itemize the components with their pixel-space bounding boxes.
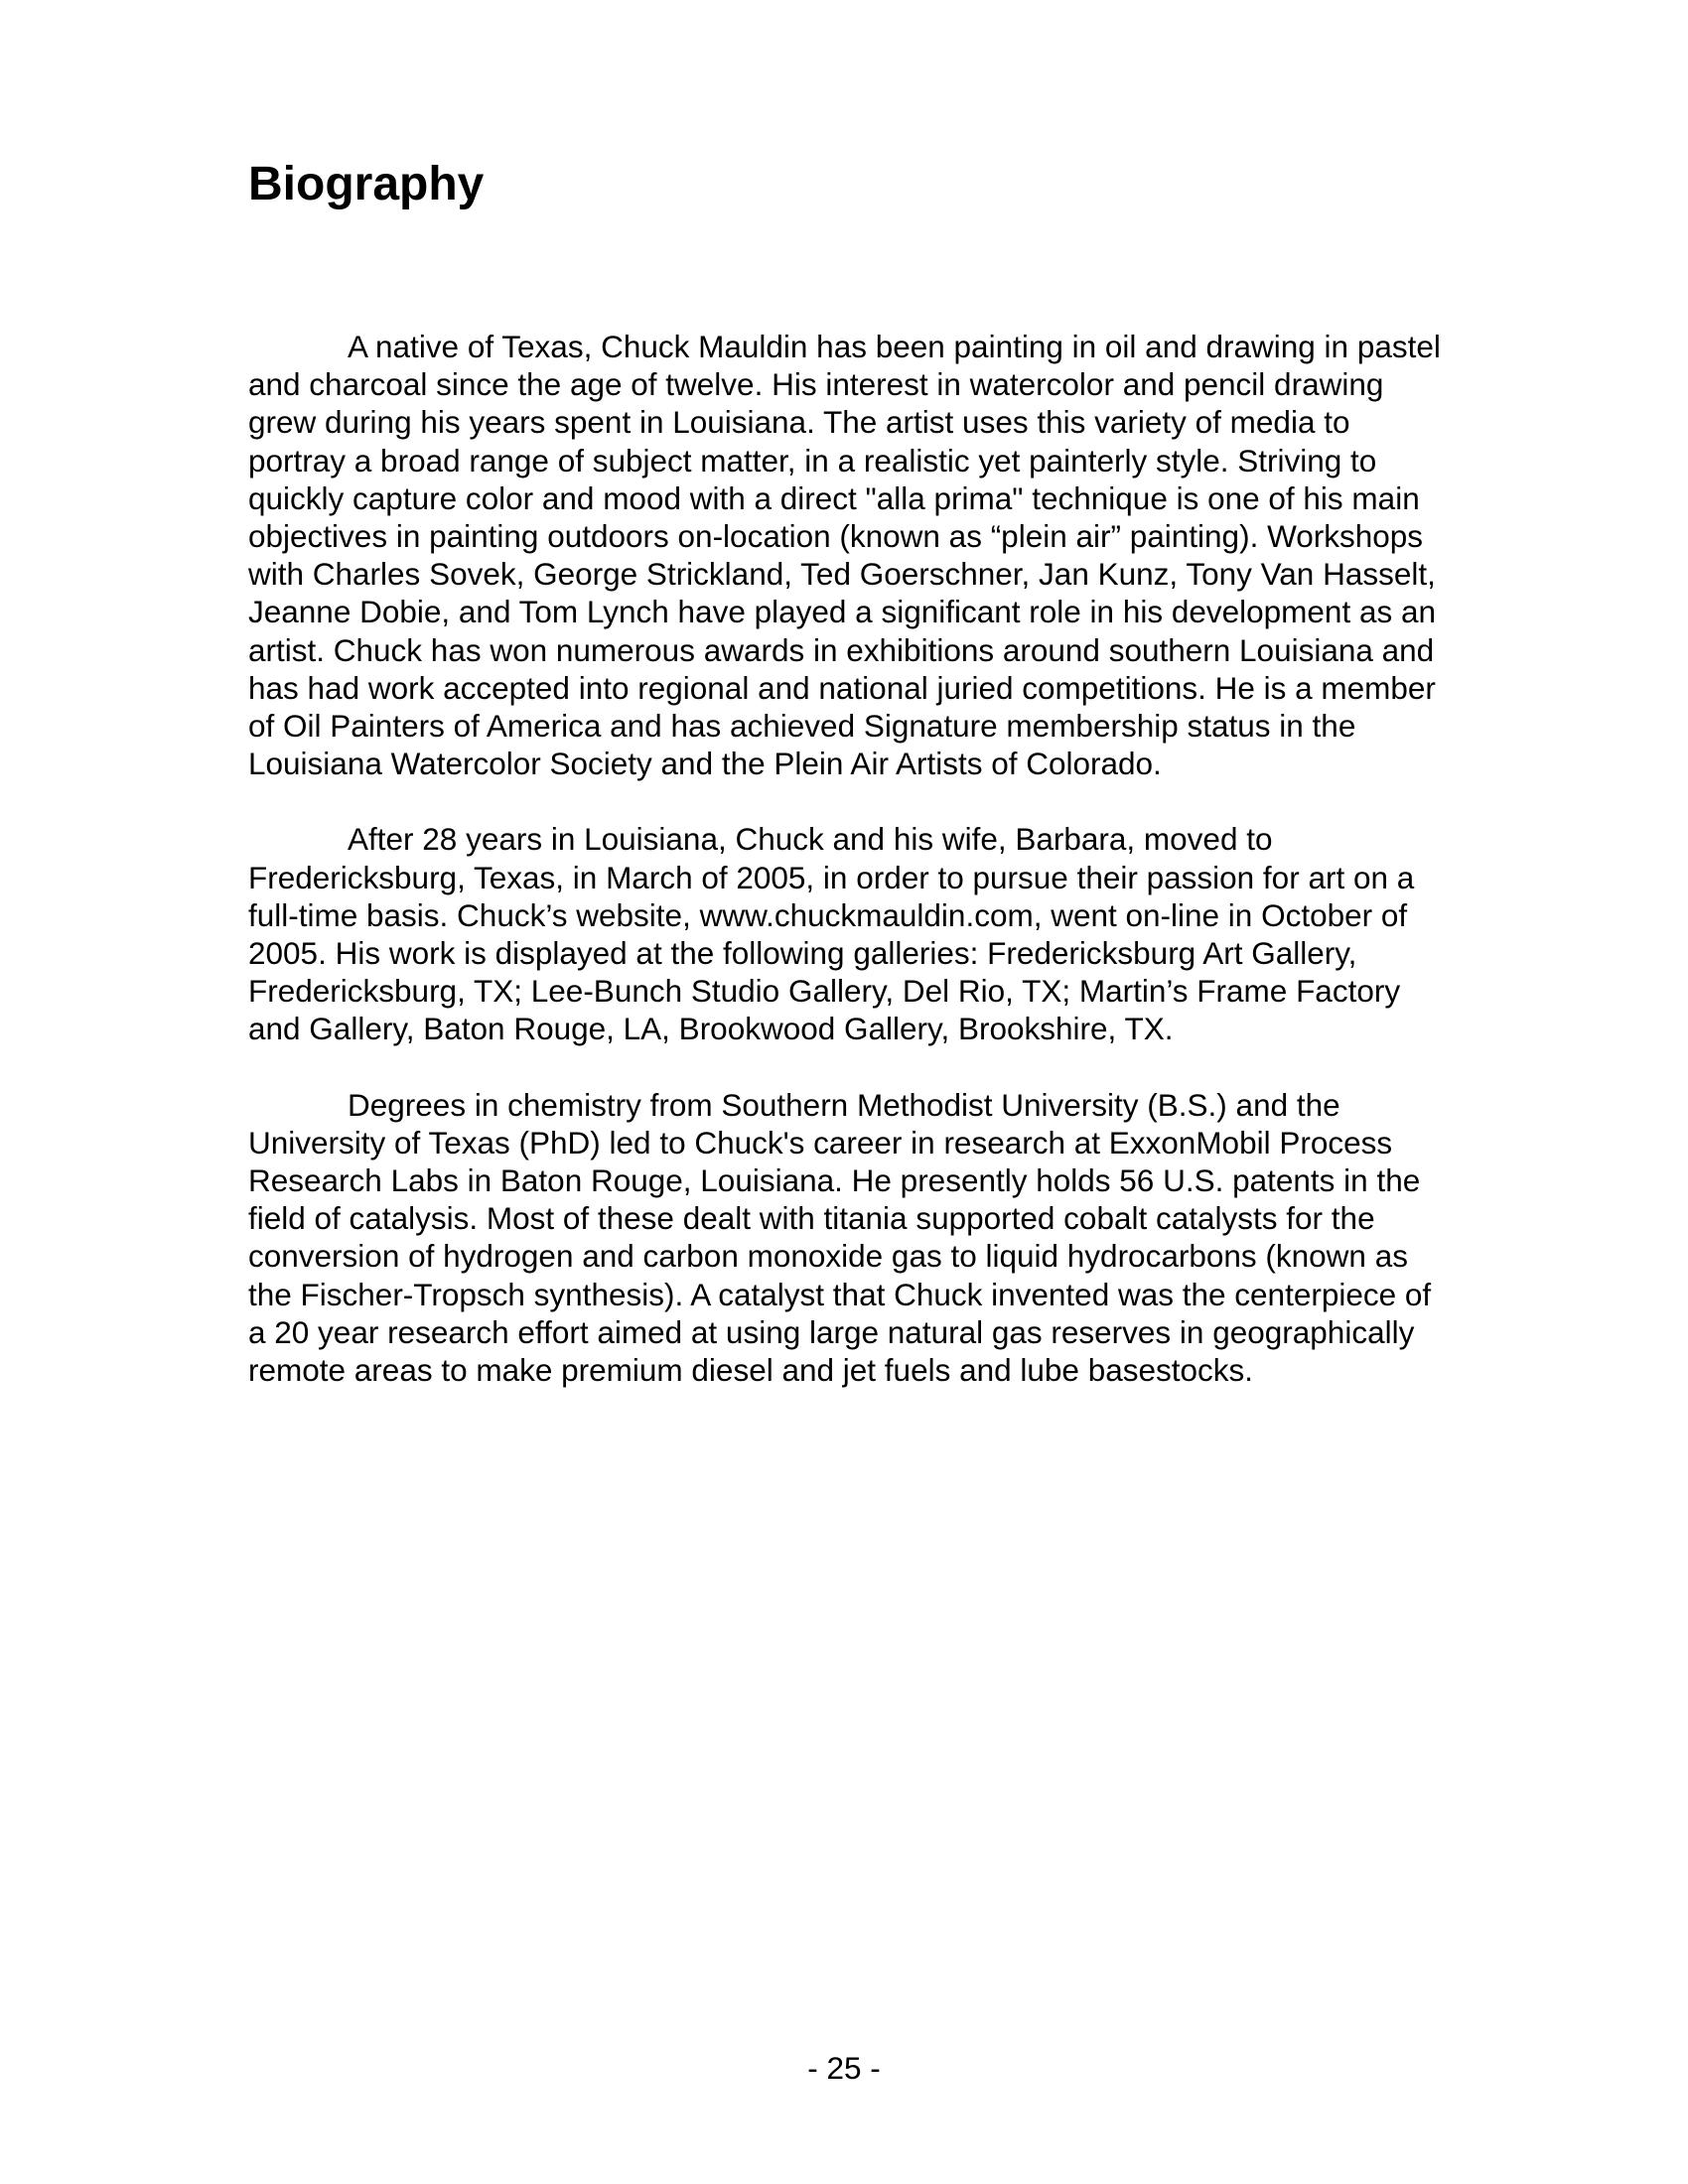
paragraph-1: A native of Texas, Chuck Mauldin has been painting in oil and drawing in pastel and charcoal since the age of twelve. His interest in watercolor and pencil drawing grew during his years spent in Louisiana. The artist uses this variety of media to portray a broad range of subject matter, in a realistic yet painterly style. Striving to quickly capture color and mood with a direct "alla prima" technique is one of his main objectives in painting outdoors on-location (known as “plein air” painting). Workshops with Charles Sovek, George Strickland, Ted Goerschner, Jan Kunz, Tony Van Hasselt, Jeanne Dobie, and Tom Lynch have played a significant role in his development as an artist. Chuck has won numerous awards in exhibitions around southern Louisiana and has had work accepted into regional and national juried competitions. He is a member of Oil Painters of America and has achieved Signature membership status in the Louisiana Watercolor Society and the Plein Air Artists of Colorado. bbox=[248, 329, 1441, 782]
paragraph-2: After 28 years in Louisiana, Chuck and his wife, Barbara, moved to Fredericksburg, Texas, in March of 2005, in order to pursue their passion for art on a full-time basis. Chuck’s website, www.chuckmauldin.com, went on-line in October of 2005. His work is displayed at the following galleries: Fredericksburg Art Gallery, Fredericksburg, TX; Lee-Bunch Studio Gallery, Del Rio, TX; Martin’s Frame Factory and Gallery, Baton Rouge, LA, Brookwood Gallery, Brookshire, TX. bbox=[248, 821, 1415, 1047]
page-title: Biography bbox=[248, 158, 485, 210]
biography-body bbox=[248, 328, 1450, 1427]
paragraph-3: Degrees in chemistry from Southern Methodist University (B.S.) and the University of Texas (PhD) led to Chuck's career in research at ExxonMobil Process Research Labs in Baton Rouge, Louisiana. He presently holds 56 U.S. patents in the field of catalysis. Most of these dealt with titania supported cobalt catalysts for the conversion of hydrogen and carbon monoxide gas to liquid hydrocarbons (known as the Fischer-Tropsch synthesis). A catalyst that Chuck invented was the centerpiece of a 20 year research effort aimed at using large natural gas reserves in geographically remote areas to make premium diesel and jet fuels and lube basestocks. bbox=[248, 1086, 1432, 1389]
page-number: - 25 - bbox=[807, 2050, 881, 2086]
